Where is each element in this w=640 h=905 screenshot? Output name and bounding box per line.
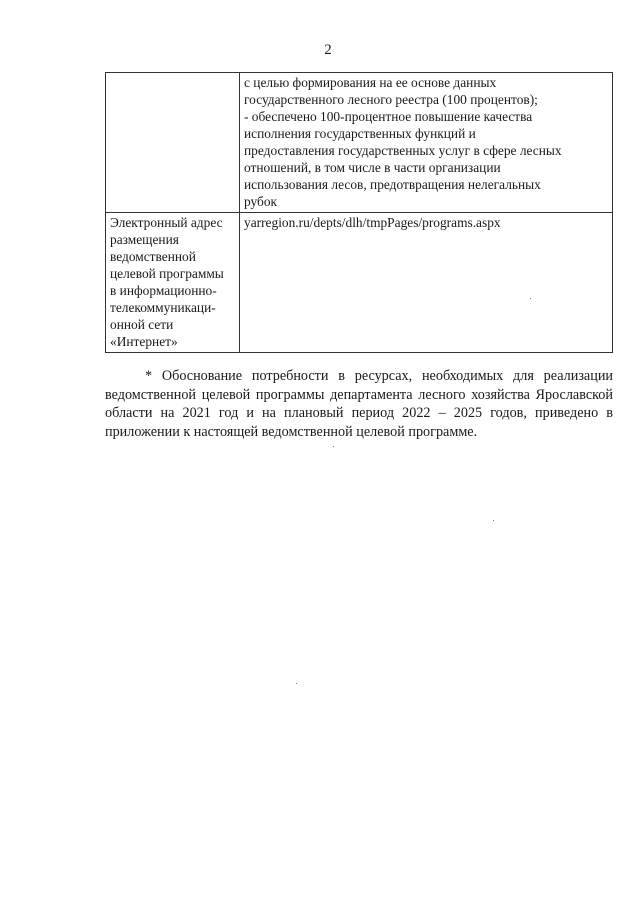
row-label-cell [106,213,240,353]
row-label-cell [106,73,240,213]
electronic-address-label: Электронный адрес размещения ведомственной целевой программы в информационно- телекоммуникаци- онной сети «Интернет» [110,215,224,349]
scan-speck [296,683,297,684]
table-row [106,213,613,353]
page-number: 2 [324,42,332,58]
scan-speck [493,520,494,521]
scan-speck [333,446,334,447]
row-value-cell [240,73,613,213]
program-passport-table [105,72,613,353]
table-row [106,73,613,213]
scan-speck [530,298,531,299]
footnote-paragraph: * Обоснование потребности в ресурсах, необходимых для реализации ведомственной целевой программы департамента лесного хозяйства Ярославской области на 2021 год и на плановый период 2022 – 2025 годов, приведено в приложении к настоящей ведомственной целевой программе. [105,368,613,440]
expected-results-text: с целью формирования на ее основе данных государственного лесного реестра (100 процентов); - обеспечено 100-процентное повышение качества исполнения государственных функций и предоставления государственных услуг в сфере лесных отношений, в том числе в части организации использования лесов, предотвращения нелегальных рубок [244,75,562,209]
electronic-address-url: yarregion.ru/depts/dlh/tmpPages/programs.aspx [244,215,501,230]
row-value-cell [240,213,613,353]
